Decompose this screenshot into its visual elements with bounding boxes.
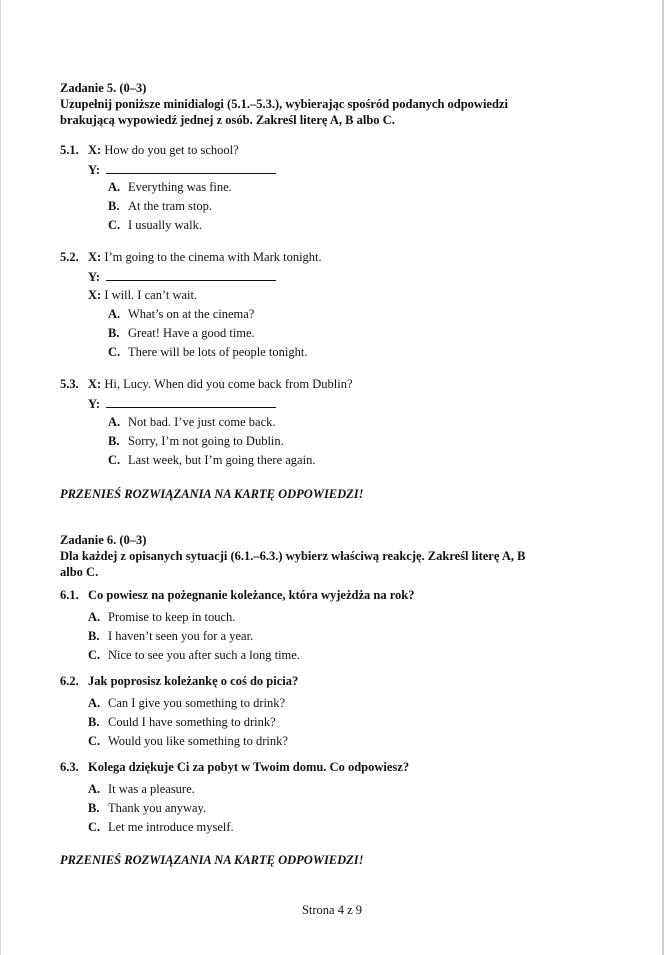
option-text: Can I give you something to drink? [108,696,286,710]
option-letter: A. [88,610,101,624]
option-letter: C. [88,648,101,662]
task5-instruction-line2: brakującą wypowiedź jednej z osób. Zakreśl literę A, B albo C. [60,113,395,127]
option-text: What’s on at the cinema? [128,307,255,321]
option-text: There will be lots of people tonight. [128,345,308,359]
task6-instruction-line1: Dla każdej z opisanych sytuacji (6.1.–6.3.) wybierz właściwą reakcję. Zakreśl literę A, B [60,549,526,563]
speaker-x: X: [88,377,102,391]
question-number: 5.2. [60,250,79,264]
option-text: Nice to see you after such a long time. [108,648,300,662]
option-letter: B. [88,801,100,815]
speaker-x: X: [88,288,102,302]
option-text: Promise to keep in touch. [108,610,236,624]
option-text: I usually walk. [128,218,202,232]
option-5-2-c[interactable] [108,344,307,360]
option-6-2-a[interactable] [88,695,285,711]
dialogue-line: I will. I can’t wait. [104,288,198,302]
option-text: Could I have something to drink? [108,715,276,729]
option-letter: A. [108,307,121,321]
question-number: 6.3. [60,760,79,774]
option-5-2-a[interactable] [108,306,254,322]
dialogue-line: Hi, Lucy. When did you come back from Dublin? [104,377,353,391]
question-5-2-prompt [60,249,322,265]
task5-instruction-line1: Uzupełnij poniższe minidialogi (5.1.–5.3.), wybierając spośród podanych odpowiedzi [60,97,508,111]
option-6-3-b[interactable] [88,800,206,816]
question-number: 5.1. [60,143,79,157]
question-5-1-reply [88,161,276,178]
option-letter: B. [108,199,120,213]
option-6-1-b[interactable] [88,628,253,644]
question-5-2-followup [88,287,197,303]
question-text: Co powiesz na pożegnanie koleżance, która wyjeżdża na rok? [88,588,415,602]
task6-transfer-note: PRZENIEŚ ROZWIĄZANIA NA KARTĘ ODPOWIEDZI! [60,853,364,867]
speaker-y: Y: [88,397,101,411]
option-text: At the tram stop. [128,199,213,213]
question-6-3-prompt [60,759,409,775]
option-text: Not bad. I’ve just come back. [128,415,276,429]
question-number: 6.2. [60,674,79,688]
answer-blank [106,395,276,408]
answer-blank [106,268,276,281]
option-text: I haven’t seen you for a year. [108,629,254,643]
option-6-3-a[interactable] [88,781,195,797]
answer-blank [106,161,276,174]
dialogue-line: I’m going to the cinema with Mark tonight. [104,250,322,264]
option-5-2-b[interactable] [108,325,255,341]
task6-title: Zadanie 6. (0–3) [60,533,147,547]
speaker-y: Y: [88,270,101,284]
option-letter: C. [108,345,121,359]
option-5-1-b[interactable] [108,198,212,214]
option-letter: C. [88,734,101,748]
option-letter: C. [88,820,101,834]
option-5-3-b[interactable] [108,433,284,449]
option-text: Thank you anyway. [108,801,207,815]
question-number: 6.1. [60,588,79,602]
question-5-2-reply [88,268,276,285]
question-6-2-prompt [60,673,298,689]
option-5-3-a[interactable] [108,414,276,430]
option-text: Last week, but I’m going there again. [128,453,316,467]
option-letter: B. [108,434,120,448]
option-6-3-c[interactable] [88,819,234,835]
option-text: It was a pleasure. [108,782,195,796]
question-text: Jak poprosisz koleżankę o coś do picia? [88,674,299,688]
option-letter: B. [88,715,100,729]
option-text: Everything was fine. [128,180,232,194]
speaker-y: Y: [88,163,101,177]
option-letter: A. [88,696,101,710]
page-number: Strona 4 z 9 [301,903,363,917]
option-letter: A. [108,415,121,429]
dialogue-line: How do you get to school? [104,143,239,157]
task5-title: Zadanie 5. (0–3) [60,81,147,95]
option-letter: A. [108,180,121,194]
option-6-1-c[interactable] [88,647,300,663]
option-5-1-a[interactable] [108,179,232,195]
question-6-1-prompt [60,587,414,603]
option-6-1-a[interactable] [88,609,235,625]
option-text: Sorry, I’m not going to Dublin. [128,434,284,448]
option-letter: C. [108,218,121,232]
option-letter: A. [88,782,101,796]
option-6-2-b[interactable] [88,714,276,730]
option-text: Great! Have a good time. [128,326,255,340]
option-letter: B. [108,326,120,340]
question-5-3-reply [88,395,276,412]
task6-instruction-line2: albo C. [60,565,99,579]
question-number: 5.3. [60,377,79,391]
question-5-3-prompt [60,376,353,392]
option-text: Let me introduce myself. [108,820,234,834]
option-text: Would you like something to drink? [108,734,288,748]
task5-transfer-note: PRZENIEŚ ROZWIĄZANIA NA KARTĘ ODPOWIEDZI! [60,487,364,501]
option-letter: B. [88,629,100,643]
speaker-x: X: [88,143,102,157]
speaker-x: X: [88,250,102,264]
option-5-3-c[interactable] [108,452,315,468]
option-letter: C. [108,453,121,467]
option-6-2-c[interactable] [88,733,288,749]
option-5-1-c[interactable] [108,217,202,233]
question-5-1-prompt [60,142,239,158]
question-text: Kolega dziękuje Ci za pobyt w Twoim domu. Co odpowiesz? [88,760,410,774]
